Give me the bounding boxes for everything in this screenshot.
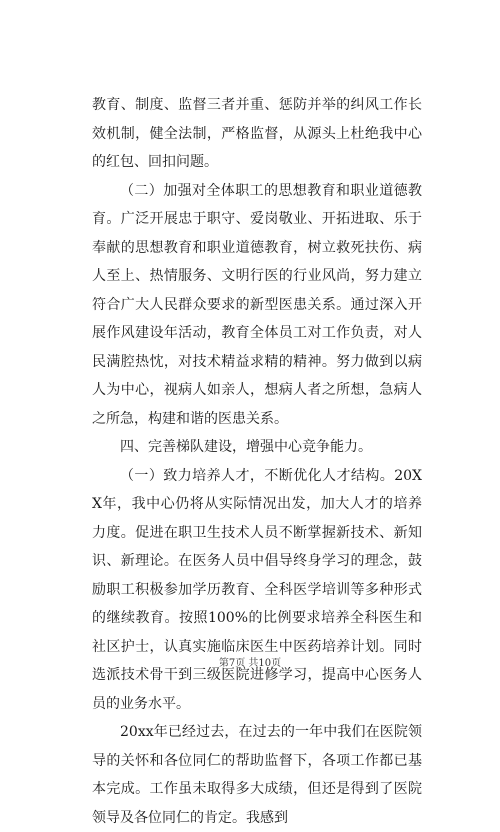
paragraph-2: （二）加强对全体职工的思想教育和职业道德教育。广泛开展忠于职守、爱岗敬业、开拓进取、乐于奉献的思想教育和职业道德教育，树立救死扶伤、病人至上、热情服务、文明行医的行业风尚，努力建立符合广大人民群众要求的新型医患关系。通过深入开展作风建设年活动，教育全体员工对工作负责，对人民满腔热忱，对技术精益求精的精神。努力做到以病人为中心，视病人如亲人，想病人者之所想，急病人之所急，构建和谐的医患关系。: [92, 182, 422, 427]
body-text: [92, 91, 422, 832]
paragraph-3: （一）致力培养人才，不断优化人才结构。20XX年，我中心仍将从实际情况出发，加大人才的培养力度。促进在职卫生技术人员不断掌握新技术、新知识、新理论。在医务人员中倡导终身学习的理念，鼓励职工积极参加学历教育、全科医学培训等多种形式的继续教育。按照100%的比例要求培养全科医生和社区护士，认真实施临床医生中医药培养计划。同时选派技术骨干到三级医院进修学习，提高中心医务人员的业务水平。: [92, 467, 422, 712]
section-heading: 四、完善梯队建设，增强中心竞争能力。: [120, 439, 372, 455]
paragraph-4: 20xx年已经过去，在过去的一年中我们在医院领导的关怀和各位同仁的帮助监督下，各项工作都已基本完成。工作虽未取得多大成绩，但还是得到了医院领导及各位同仁的肯定。我感到: [92, 724, 422, 826]
paragraph-1: 教育、制度、监督三者并重、惩防并举的纠风工作长效机制，健全法制，严格监督，从源头上杜绝我中心的红包、回扣问题。: [92, 97, 422, 170]
page-number-footer: 第7页 共10页: [218, 658, 282, 669]
